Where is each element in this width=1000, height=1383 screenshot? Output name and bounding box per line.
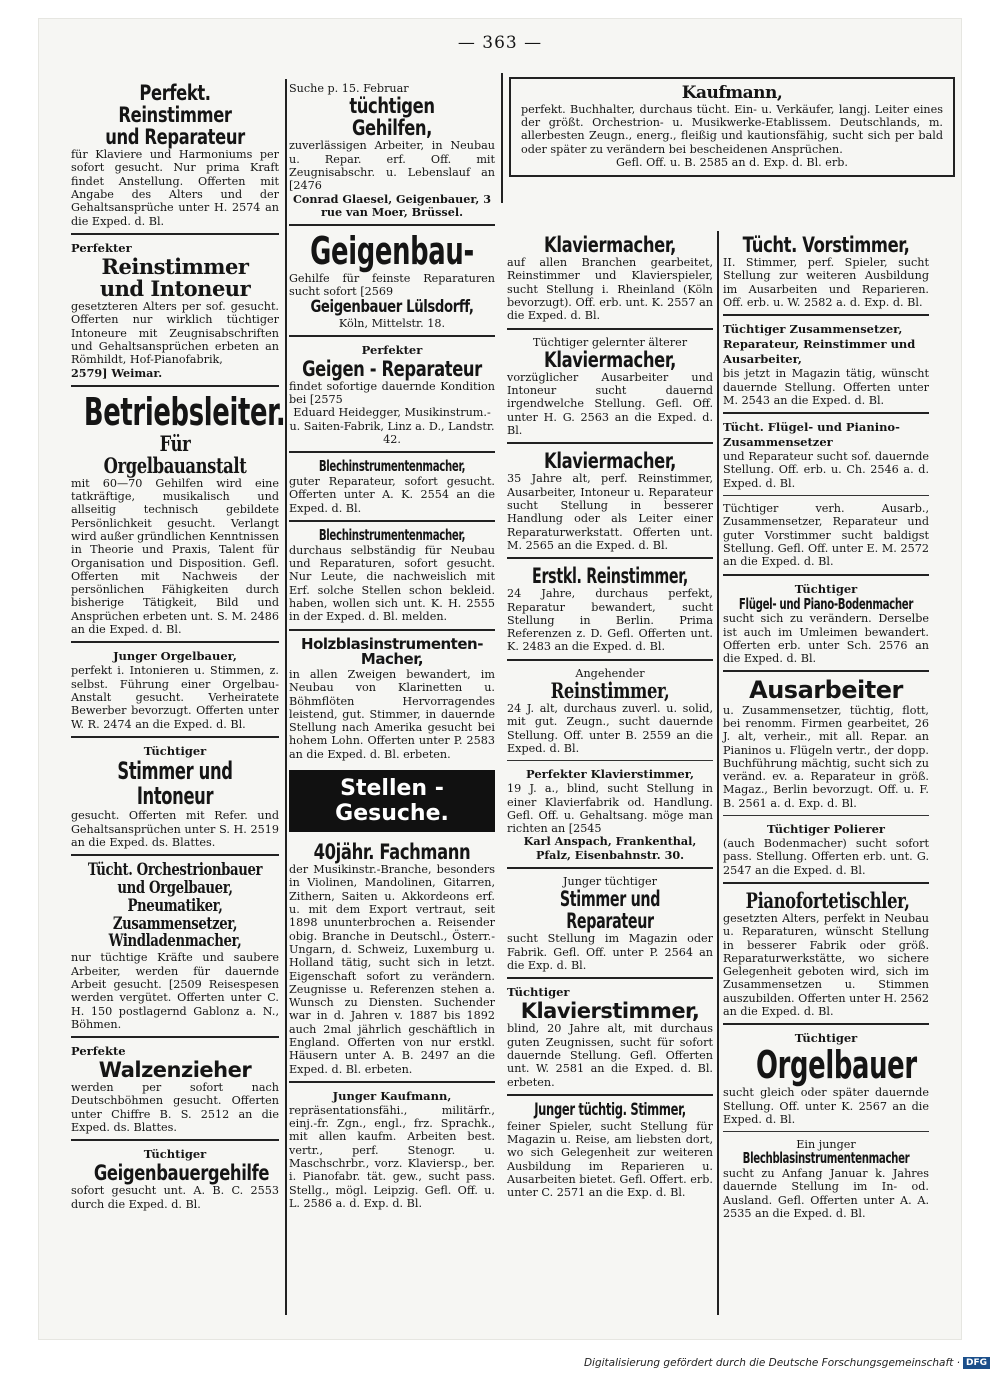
column-4 <box>723 231 929 1228</box>
ad-fluegel-pianino <box>723 417 929 496</box>
ad-heading: Klaviermacher, <box>544 347 676 372</box>
ad-text: mit 60—70 Gehilfen wird eine tatkräftige, musikalisch und allseitig technisch gebildete Persönlichkeit gesucht. Verlangt wird außer gründlichen Kenntnissen in Theorie und Praxis, Talent für Organisation und Disposition. Gefl. Offerten mit Nachweis der persönlichen Fähigkeiten durch bisherige Tätigkeit, Bild und Ansprüchen erbeten unt. S. M. 2486 an die Exped. d. Bl. <box>71 476 279 637</box>
section-heading-stellen-gesuche: Stellen - Gesuche. <box>289 770 495 832</box>
ad-heading: 40jähr. Fachmann <box>313 840 471 865</box>
ad-heading-2: und Orgelbauer, <box>117 877 233 898</box>
ad-heading-3: Pneumatiker, <box>127 895 223 916</box>
ad-text: sucht sich zu verändern. Derselbe ist auch im Umleimen bewandert. Offerten erb. unter Sch. 2576 an die Exped. d. Bl. <box>723 612 929 666</box>
ad-lead: Tüchtiger <box>794 581 858 596</box>
ad-signature: 2579] Weimar. <box>71 365 163 380</box>
ad-vorstimmer <box>723 231 929 316</box>
ad-text: sucht Stellung im Magazin oder Fabrik. Gefl. Off. unter P. 2564 an die Exp. d. Bl. <box>507 932 713 973</box>
ad-lead: Junger tüchtiger <box>563 875 657 889</box>
ad-ausarbeiter <box>723 675 929 816</box>
ad-text: durchaus selbständig für Neubau und Reparaturen, sofort gesucht. Nur Leute, die nachweislich mit Erf. solche Stellen schon bekleid. haben, wollen sich unt. K. H. 2555 in der Exped. d. Bl. melden. <box>289 543 495 624</box>
ad-text: und Reparateur sucht sof. dauernde Stellung. Off. erb. u. Ch. 2546 a. d. Exped. d. Bl. <box>723 450 929 490</box>
ad-text: feiner Spieler, sucht Stellung für Magazin u. Reise, am liebsten dort, wo sich Gelegenheit zur weiteren Ausbildung im Reparieren u. Ausarbeiten bietet. Gefl. Offert. erb. unter C. 2571 an die Exp. d. Bl. <box>507 1119 713 1200</box>
newspaper-page <box>38 18 962 1340</box>
ad-heading: tüchtigen Gehilfen, <box>349 94 435 141</box>
ad-lead: Tücht. Flügel- und Pianino-Zusammensetzer <box>723 420 900 450</box>
ad-orgelbauer <box>723 1028 929 1132</box>
ad-text: II. Stimmer, perf. Spieler, sucht Stellung zur weiteren Ausbildung im Ausarbeiten und Reparieren. Off. erb. u. W. 2582 a. d. Exp. d. Bl. <box>723 256 929 309</box>
ad-heading: Reinstimmer <box>101 253 249 279</box>
ad-heading: Stimmer und Reparateur <box>559 887 661 934</box>
ad-lead: Tüchtiger gelernter älterer <box>532 335 688 349</box>
column-1 <box>71 79 286 1219</box>
ad-lead: Tüchtiger Polierer <box>767 822 885 836</box>
ad-text: in allen Zweigen bewandert, im Neubau von Klarinetten u. Böhmflöten Hervorragendes leistend, gut. Stimmer, in dauernde Stellung nach Amerika gesucht bei hohem Lohn. Offerten unter P. 2583 an die Exped. d. Bl. erbeten. <box>289 668 495 761</box>
ad-klaviermacher-2 <box>507 333 713 445</box>
ad-stimmer-reparateur <box>507 872 713 979</box>
ad-text: sucht zu Anfang Januar k. Jahres dauernde Stellung im In- od. Ausland. Gefl. Offerten unter A. A. 2535 an die Exped. d. Bl. <box>723 1167 929 1221</box>
ad-lead: Ein junger <box>796 1138 856 1152</box>
ad-text: 35 Jahre alt, perf. Reinstimmer, Ausarbeiter, Intoneur u. Reparateur sucht Stellung in besserer Handlung oder als Leiter einer Reparaturwerkstatt. Offerten unt. M. 2565 an die Exped. d. Bl. <box>507 472 713 552</box>
ad-walzenzieher <box>71 1041 279 1141</box>
ad-text: Tüchtiger verh. Ausarb., Zusammensetzer, Reparateur und guter Vorstimmer sucht baldigst Stellung. Gefl. Off. unter E. M. 2572 an die Exped. d. Bl. <box>723 502 929 569</box>
ad-heading: Blechinstrumentenmacher, <box>318 457 466 476</box>
ad-blechinstrumentenmacher-1 <box>289 456 495 522</box>
ad-geigenbauergehilfe <box>71 1144 279 1216</box>
ad-heading: Ausarbeiter <box>749 676 903 705</box>
ad-holzblasinstrumentenmacher <box>289 634 495 767</box>
ad-junger-stimmer <box>507 1099 713 1205</box>
ad-bodenmacher <box>723 579 929 673</box>
ad-kaufmann-box <box>505 77 959 183</box>
ad-lead: Tüchtiger <box>794 1031 858 1046</box>
ad-text: findet sofortige dauernde Kondition bei [2575 <box>289 379 495 407</box>
ad-heading: Blechblasinstrumentenmacher <box>742 1149 910 1168</box>
ad-signature: Eduard Heidegger, Musikinstrum.- u. Saiten-Fabrik, Linz a. D., Landstr. 42. <box>289 406 495 447</box>
column-3 <box>507 231 713 1207</box>
ad-text: 24 J. alt, durchaus zuverl. u. solid, mit gut. Zeugn., sucht dauernde Stellung. Off. unter B. 2559 an die Exped. d. Bl. <box>507 702 713 755</box>
ad-heading: Walzenzieher <box>98 1058 252 1083</box>
ad-text: auf allen Branchen gearbeitet, Reinstimmer und Klavierspieler, sucht Stellung i. Rheinland (Köln bevorzugt). Off. erb. unt. K. 2557 an die Exped. d. Bl. <box>507 256 713 323</box>
ad-heading-4: Zusammensetzer, <box>112 913 238 934</box>
ad-reinstimmer-reparateur <box>71 79 279 235</box>
column-rule <box>501 73 503 203</box>
ad-address: Köln, Mittelstr. 18. <box>338 316 446 330</box>
ad-zusammensetzer <box>723 319 929 414</box>
ad-text: werden per sofort nach Deutschböhmen gesucht. Offerten unter Chiffre B. S. 2512 an die Exped. ds. Blattes. <box>71 1081 279 1135</box>
ad-lead: Suche p. 15. Februar <box>289 82 409 95</box>
ad-signature: Karl Anspach, Frankenthal, Pfalz, Eisenbahnstr. 30. <box>523 834 697 862</box>
ad-heading: Perfekt. Reinstimmer <box>118 81 232 128</box>
ad-klaviermacher-3 <box>507 447 713 559</box>
ad-text: perfekt. Buchhalter, durchaus tücht. Ein- u. Verkäufer, langj. Leiter eines der größt. Orchestrion- u. Musikwerke-Etablissem. Deutschlands, m. allerbesten Zeugn., energ., fleißig und kautionsfähig, sucht sich per bald oder später zu verändern bei bescheidenen Ansprüchen. <box>521 102 943 156</box>
ad-text: der Musikinstr.-Branche, besonders in Violinen, Mandolinen, Gitarren, Zithern, Saiten u. Akkordeons erf. u. mit dem Export vertraut, seit 1898 ununterbrochen a. Reisender obig. Branche in Deutschl., Österr.-Ungarn, d. Schweiz, Luxemburg u. Holland tätig, sucht sich in letzt. Eigenschaft sofort zu verändern. Zeugnisse u. Referenzen stehen a. Wunsch zu Diensten. Suchender war in d. Jahren v. 1887 bis 1892 auch 2mal jährlich geschäftlich in England. Offerten von nur erstkl. Häusern unter A. B. 2497 an die Exped. d. Bl. erbeten. <box>289 863 495 1076</box>
ad-contact: Gefl. Off. u. B. 2585 an d. Exp. d. Bl. erb. <box>616 156 848 170</box>
ad-subheading: Macher, <box>360 650 424 669</box>
ad-subheading: und Reparateur <box>105 125 245 150</box>
ad-lead: Angehender <box>575 666 645 680</box>
ad-heading: Geigenbau- <box>310 229 474 274</box>
ad-heading: Junger tüchtig. Stimmer, <box>534 1099 686 1120</box>
ad-text: perfekt i. Intonieren u. Stimmen, z. selbst. Führung einer Orgelbau-Anstalt gesucht. Verheiratete Bewerber bevorzugt. Offerten unter W. R. 2474 an die Exped. d. Bl. <box>71 664 279 731</box>
ad-subheading: und Intoneur <box>99 275 251 301</box>
ad-lead: Perfekte <box>71 1044 126 1059</box>
ad-text: sofort gesucht unt. A. B. C. 2553 durch die Exped. d. Bl. <box>71 1184 279 1211</box>
ad-lead: Tüchtiger <box>507 985 570 1000</box>
ad-text: gesetzteren Alters per sof. gesucht. Offerten nur wirklich tüchtiger Intoneure mit Zeugnisabschriften und Gehaltsansprüchen erbeten an Römhildt, Hof-Pianofabrik, <box>71 300 279 367</box>
ad-heading: Pianofortetischler, <box>745 887 910 913</box>
ad-geigenbau-gehilfe <box>289 229 495 337</box>
ad-heading: Stimmer und Intoneur <box>117 756 233 811</box>
column-rule <box>717 231 719 1315</box>
ad-heading: Holzblasinstrumenten- <box>301 634 483 653</box>
ad-ausarb-zusammensetzer <box>723 499 929 575</box>
ad-angehender-reinstimmer <box>507 664 713 762</box>
ad-heading: Erstkl. Reinstimmer, <box>532 564 688 589</box>
ad-text: zuverlässigen Arbeiter, in Neubau u. Repar. erf. Off. mit Zeugnisabschr. u. Lebenslauf an [2476 <box>289 139 495 193</box>
ad-text: sucht gleich oder später dauernde Stellung. Off. unter K. 2567 an die Exped. d. Bl. <box>723 1086 929 1126</box>
credit-text: Digitalisierung gefördert durch die Deutsche Forschungsgemeinschaft · <box>583 1357 960 1369</box>
ad-text: blind, 20 Jahre alt, mit durchaus guten Zeugnissen, sucht für sofort dauernde Stellung. Gefl. Offerten unt. W. 2581 an die Exped. d. Bl. erbeten. <box>507 1022 713 1089</box>
ad-heading: Blechinstrumentenmacher, <box>318 525 466 544</box>
ad-heading: Betriebsleiter. <box>83 389 286 434</box>
ad-company: Geigenbauer Lülsdorff, <box>310 296 474 317</box>
ad-junger-orgelbauer <box>71 646 279 737</box>
ad-heading: Geigenbauergehilfe <box>93 1161 270 1186</box>
ad-lead: Perfekter <box>71 240 132 255</box>
ad-signature: Conrad Glaesel, Geigenbauer, 3 rue van Moer, Brüssel. <box>293 191 491 219</box>
ad-text: repräsentationsfähi., militärfr., einj.-fr. Zgn., engl., frz. Sprachk., mit allen kaufm. Arbeiten best. vertr., perf. Stenogr. u. Maschschrbr., vorz. Klaviersp., ber. i. Pianofabr. tät. gew., sucht pass. Stellg., mögl. Leipzig. Gefl. Off. u. L. 2586 a. d. Exp. d. Bl. <box>289 1103 495 1210</box>
ad-text: 24 Jahre, durchaus perfekt, Reparatur bewandert, sucht Stellung in Berlin. Prima Referenzen z. D. Gefl. Offerten unt. K. 2483 an die Exped. d. Bl. <box>507 587 713 654</box>
ad-text: bis jetzt in Magazin tätig, wünscht dauernde Stellung. Offerten unter M. 2543 an die Exped. d. Bl. <box>723 367 929 407</box>
ad-lead: Tüchtiger Zusammensetzer, Reparateur, Reinstimmer und Ausarbeiter, <box>723 322 916 367</box>
ad-perfekter-klavierstimmer <box>507 764 713 869</box>
column-rule <box>285 79 287 1315</box>
ad-betriebsleiter <box>71 389 286 644</box>
ad-text: nur tüchtige Kräfte und saubere Arbeiter, werden für dauernde Arbeit gesucht. [2509 Reisespesen werden vergütet. Offerten unter C. H. 150 postlagernd Gablonz a. N., Böhmen. <box>71 951 279 1031</box>
ad-heading: Geigen - Reparateur <box>302 356 482 381</box>
ad-text: für Klaviere und Harmoniums per sofort gesucht. Nur prima Kraft findet Anstellung. Offerten mit Angabe des Alters und der Gehaltsansprüche unter H. 2574 an die Exped. d. Bl. <box>71 148 279 228</box>
ad-heading: Orgelbauer <box>755 1043 917 1088</box>
ad-heading: Klaviermacher, <box>544 233 676 257</box>
ad-erstkl-reinstimmer <box>507 562 713 661</box>
ad-lead: Junger Orgelbauer, <box>113 649 237 664</box>
ad-tuechtiger-klavierstimmer <box>507 982 713 1096</box>
ad-lead: Tüchtiger <box>143 743 207 758</box>
ad-blechblasinstrumentenmacher <box>723 1135 929 1225</box>
ad-heading-5: Windladenmacher, <box>108 931 242 952</box>
page-number: — 363 — <box>457 33 543 53</box>
ad-heading: Kaufmann, <box>681 83 783 103</box>
ad-polierer <box>723 819 929 884</box>
ad-text: 19 J. a., blind, sucht Stellung in einer Klavierfabrik od. Handlung. Gefl. Off. u. Gehaltsang. möge man richten an [2545 <box>507 782 713 836</box>
ad-text: vorzüglicher Ausarbeiter und Intoneur sucht dauernd irgendwelche Stellung. Gefl. Off. unter H. G. 2563 an die Exped. d. Bl. <box>507 370 713 438</box>
ad-blechinstrumentenmacher-2 <box>289 525 495 631</box>
ad-heading: Klaviermacher, <box>544 449 676 474</box>
ad-text: u. Zusammensetzer, tüchtig, flott, bei renomm. Firmen gearbeitet, 26 J. alt, verheir., mit all. Repar. an Pianinos u. Flügeln vertr., der dopp. Buchführung mächtig, sucht sich zu veränd. ev. a. Reparateur in größ. Magaz., Berlin bevorzugt. Off. u. F. B. 2561 a. d. Exp. d. Bl. <box>723 703 929 810</box>
ad-geigen-reparateur <box>289 340 495 454</box>
ad-orchestrionbauer <box>71 859 279 1038</box>
ad-stimmer-intoneur <box>71 741 279 856</box>
ad-lead: Perfekter Klavierstimmer, <box>526 767 694 782</box>
ad-text: (auch Bodenmacher) sucht sofort pass. Stellung. Offerten erb. unt. G. 2547 an die Exped. d. Bl. <box>723 837 929 877</box>
ad-heading: Klavierstimmer, <box>520 999 700 1024</box>
ad-subheading: Für Orgelbauanstalt <box>103 430 247 478</box>
ad-text: gesetzten Alters, perfekt in Neubau u. Reparaturen, wünscht Stellung in besserer Fabrik oder größ. Reparaturwerkstätte, wo sichere Gelegenheit geboten wird, sich im Zusammensetzen u. Stimmen auszubilden. Offerten unter H. 2562 an die Exped. d. Bl. <box>723 911 929 1019</box>
ad-text: Gehilfe für feinste Reparaturen sucht sofort [2569 <box>289 272 495 299</box>
ad-text: gesucht. Offerten mit Refer. und Gehaltsansprüchen unter S. H. 2519 an die Exped. ds. Blattes. <box>71 809 279 849</box>
ad-lead: Perfekter <box>361 342 423 357</box>
ad-heading: Flügel- und Piano-Bodenmacher <box>738 594 914 613</box>
ad-junger-kaufmann <box>289 1086 495 1215</box>
ad-tuechtigen-gehilfen <box>289 79 495 226</box>
ad-klaviermacher-1 <box>507 231 713 330</box>
ad-heading: Tücht. Vorstimmer, <box>742 233 910 257</box>
column-2 <box>289 79 495 1218</box>
digitization-credit <box>584 1357 990 1369</box>
ad-heading: Reinstimmer, <box>550 678 670 704</box>
ad-reinstimmer-intoneur <box>71 238 279 387</box>
ad-lead: Junger Kaufmann, <box>332 1088 452 1103</box>
ad-heading: Tücht. Orchestrionbauer <box>87 860 263 881</box>
ad-pianofortetischler <box>723 887 929 1025</box>
ad-40jaehr-fachmann <box>289 838 495 1083</box>
dfg-logo-icon: DFG <box>963 1357 990 1369</box>
ad-text: guter Reparateur, sofort gesucht. Offerten unter A. K. 2554 an die Exped. d. Bl. <box>289 475 495 515</box>
ad-lead: Tüchtiger <box>143 1147 207 1162</box>
